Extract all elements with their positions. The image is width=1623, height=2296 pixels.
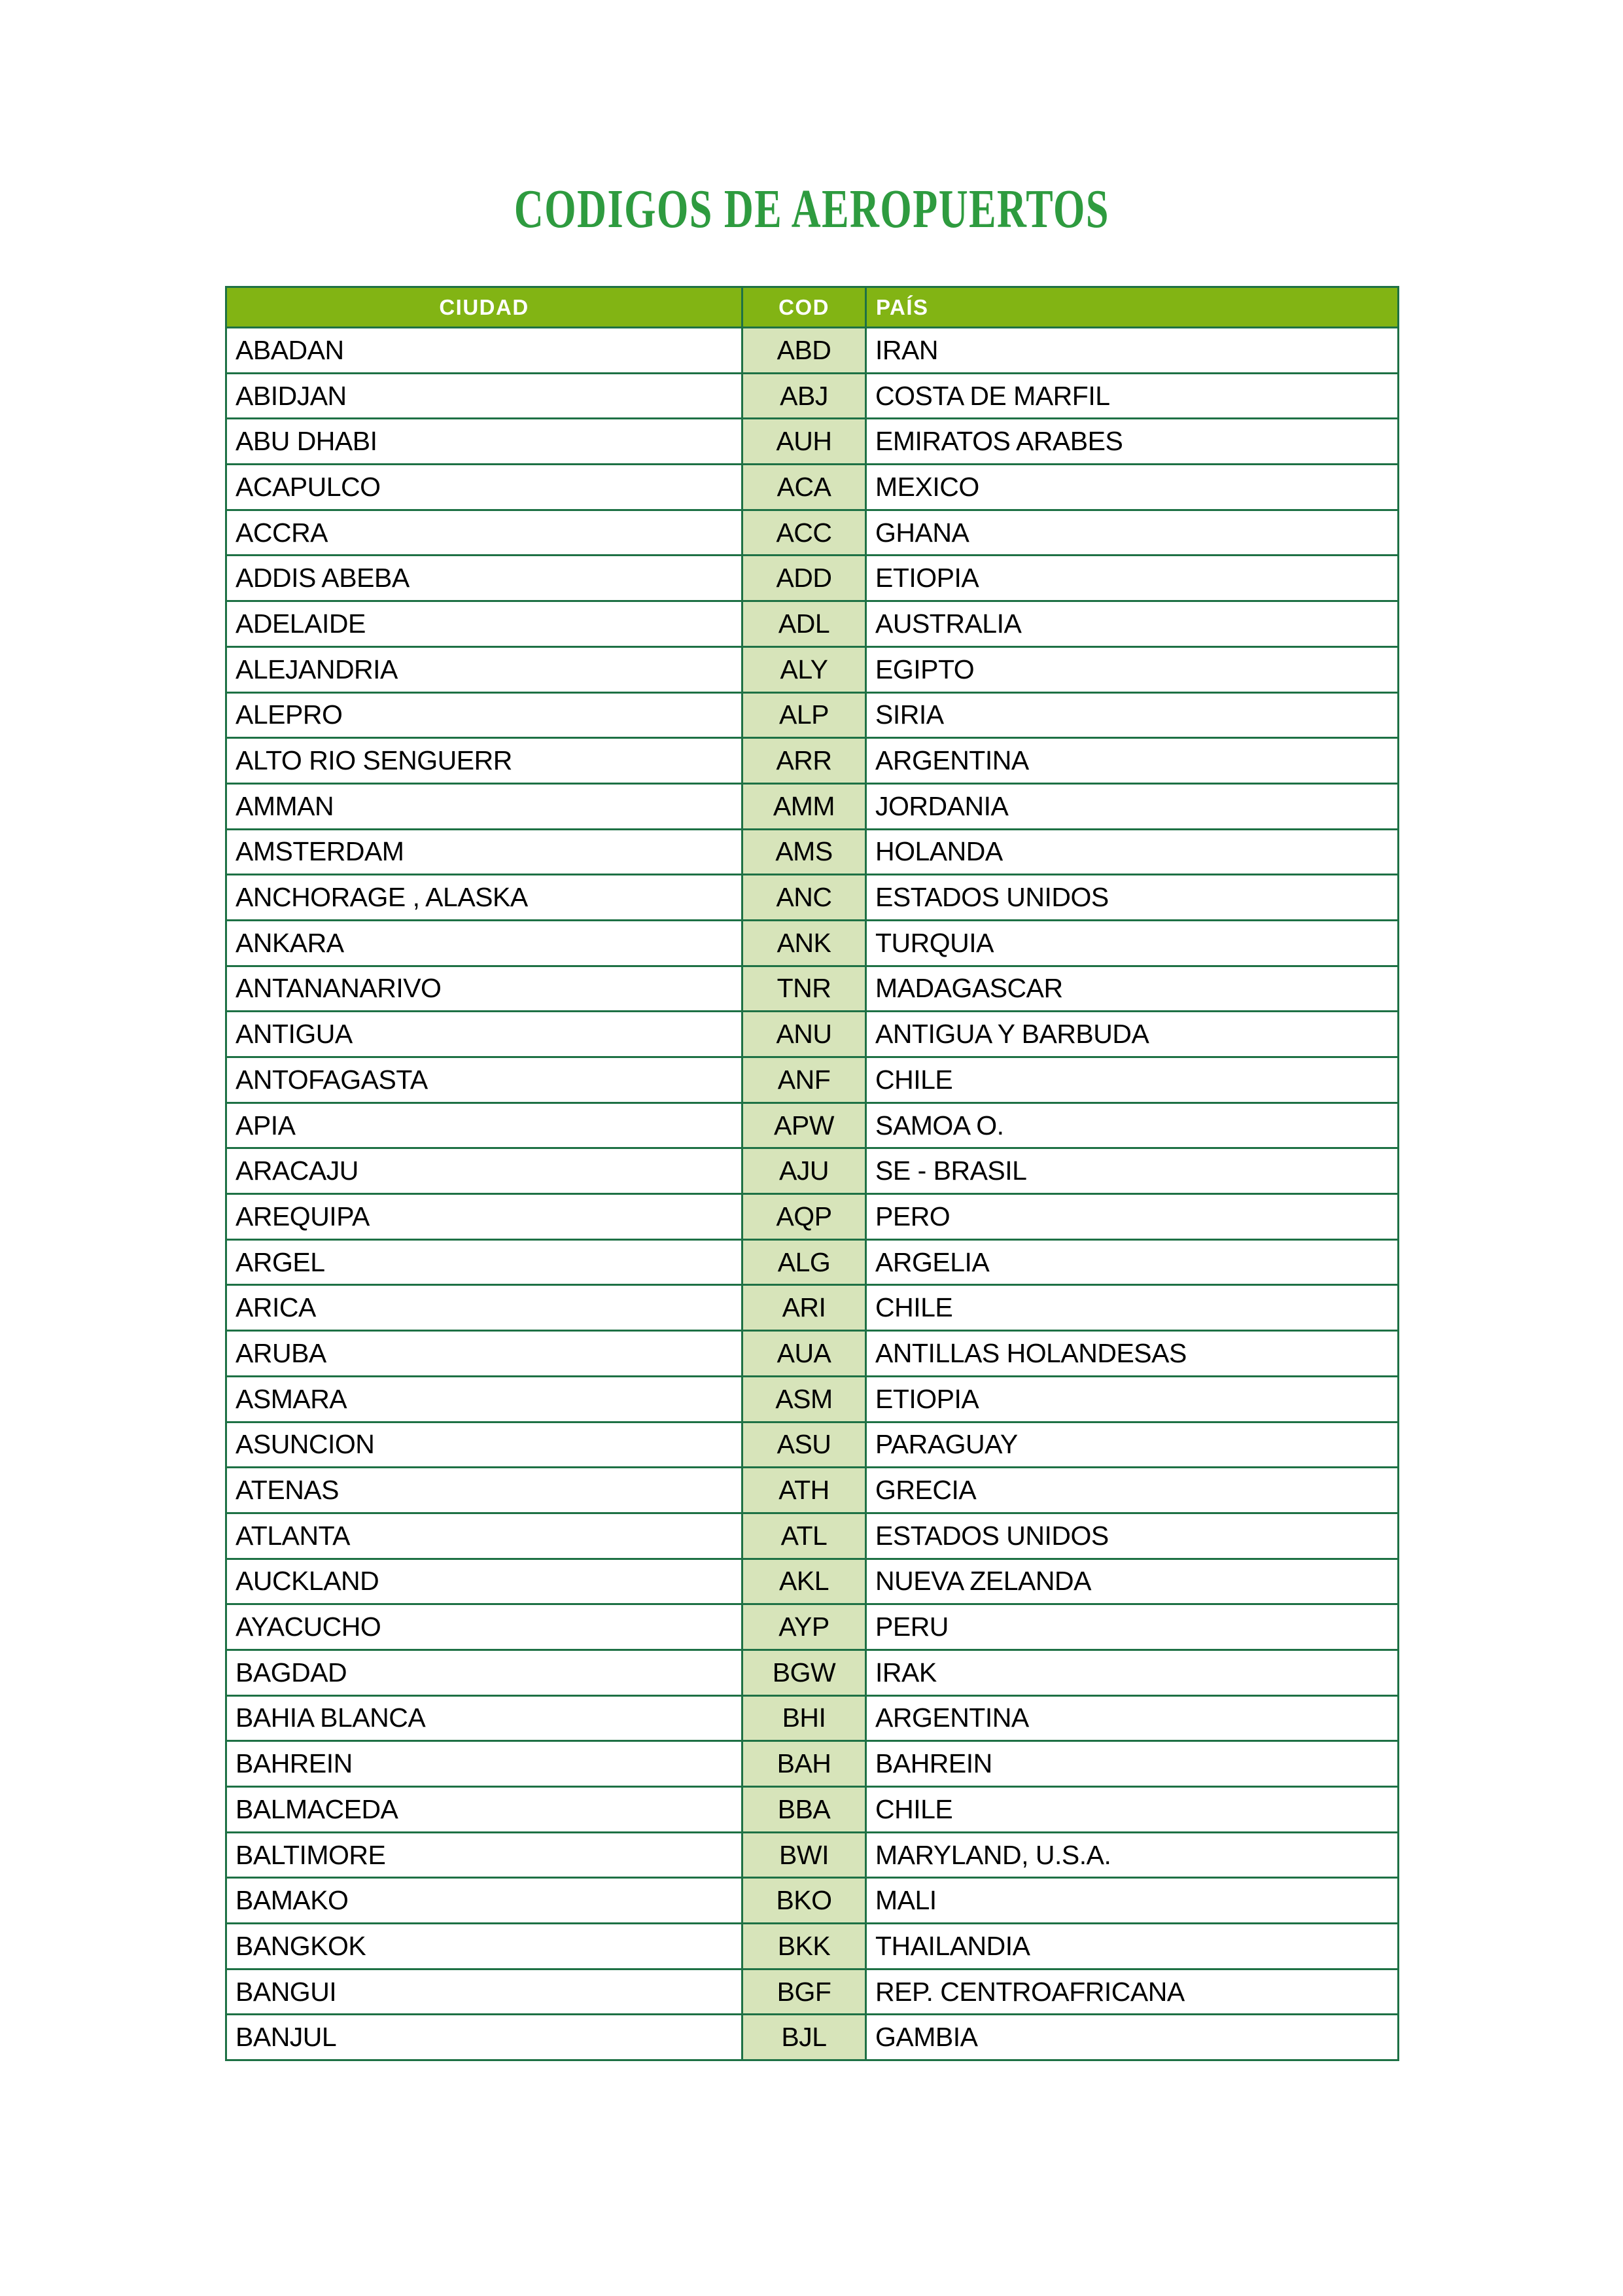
code-cell: ALP bbox=[742, 692, 866, 738]
code-cell: AYP bbox=[742, 1604, 866, 1650]
table-row bbox=[226, 373, 1399, 419]
country-cell: SAMOA O. bbox=[866, 1103, 1399, 1148]
code-cell: AKL bbox=[742, 1559, 866, 1604]
code-cell: AJU bbox=[742, 1148, 866, 1194]
city-cell: BANJUL bbox=[226, 2015, 742, 2060]
city-cell: BAMAKO bbox=[226, 1878, 742, 1924]
code-cell: BKK bbox=[742, 1924, 866, 1969]
city-cell: AREQUIPA bbox=[226, 1194, 742, 1240]
code-cell: ARR bbox=[742, 738, 866, 784]
table-row bbox=[226, 1832, 1399, 1878]
code-cell: AMS bbox=[742, 829, 866, 875]
table-row bbox=[226, 1468, 1399, 1513]
table-row bbox=[226, 1695, 1399, 1741]
code-cell: BBA bbox=[742, 1787, 866, 1833]
table-row bbox=[226, 465, 1399, 510]
table-row bbox=[226, 1878, 1399, 1924]
code-cell: ADD bbox=[742, 556, 866, 601]
city-cell: ANKARA bbox=[226, 920, 742, 966]
country-cell: ARGENTINA bbox=[866, 1695, 1399, 1741]
city-cell: ANTANANARIVO bbox=[226, 966, 742, 1012]
code-cell: ANU bbox=[742, 1012, 866, 1057]
city-cell: ACCRA bbox=[226, 510, 742, 556]
table-row bbox=[226, 1422, 1399, 1468]
table-row bbox=[226, 1331, 1399, 1377]
country-cell: CHILE bbox=[866, 1285, 1399, 1331]
table-row bbox=[226, 692, 1399, 738]
country-cell: BAHREIN bbox=[866, 1741, 1399, 1787]
code-cell: BJL bbox=[742, 2015, 866, 2060]
code-cell: BHI bbox=[742, 1695, 866, 1741]
country-cell: GRECIA bbox=[866, 1468, 1399, 1513]
table-row bbox=[226, 1924, 1399, 1969]
city-cell: ACAPULCO bbox=[226, 465, 742, 510]
table-row bbox=[226, 1376, 1399, 1422]
country-cell: ANTIGUA Y BARBUDA bbox=[866, 1012, 1399, 1057]
table-row bbox=[226, 1239, 1399, 1285]
code-cell: ANF bbox=[742, 1057, 866, 1103]
table-row bbox=[226, 875, 1399, 921]
code-cell: ALG bbox=[742, 1239, 866, 1285]
city-cell: ASUNCION bbox=[226, 1422, 742, 1468]
code-cell: ANK bbox=[742, 920, 866, 966]
city-cell: ATENAS bbox=[226, 1468, 742, 1513]
table-row bbox=[226, 1513, 1399, 1559]
table-row bbox=[226, 1604, 1399, 1650]
code-cell: ACA bbox=[742, 465, 866, 510]
city-cell: BALMACEDA bbox=[226, 1787, 742, 1833]
code-cell: ANC bbox=[742, 875, 866, 921]
table-header bbox=[226, 287, 1399, 328]
city-cell: AMSTERDAM bbox=[226, 829, 742, 875]
city-cell: ASMARA bbox=[226, 1376, 742, 1422]
table-row bbox=[226, 1969, 1399, 2015]
code-cell: AUH bbox=[742, 419, 866, 465]
city-cell: ABADAN bbox=[226, 328, 742, 374]
country-cell: AUSTRALIA bbox=[866, 601, 1399, 647]
code-cell: BWI bbox=[742, 1832, 866, 1878]
country-cell: ESTADOS UNIDOS bbox=[866, 1513, 1399, 1559]
code-cell: AQP bbox=[742, 1194, 866, 1240]
table-row bbox=[226, 1057, 1399, 1103]
country-cell: COSTA DE MARFIL bbox=[866, 373, 1399, 419]
city-cell: ADELAIDE bbox=[226, 601, 742, 647]
city-cell: ANTIGUA bbox=[226, 1012, 742, 1057]
country-cell: EGIPTO bbox=[866, 646, 1399, 692]
country-cell: IRAK bbox=[866, 1650, 1399, 1695]
country-cell: PERU bbox=[866, 1604, 1399, 1650]
table-row bbox=[226, 829, 1399, 875]
country-cell: TURQUIA bbox=[866, 920, 1399, 966]
city-cell: BAHIA BLANCA bbox=[226, 1695, 742, 1741]
city-cell: AMMAN bbox=[226, 783, 742, 829]
header-row bbox=[226, 287, 1399, 328]
country-cell: SIRIA bbox=[866, 692, 1399, 738]
table-row bbox=[226, 1285, 1399, 1331]
city-cell: AYACUCHO bbox=[226, 1604, 742, 1650]
table-row bbox=[226, 1012, 1399, 1057]
table-row bbox=[226, 783, 1399, 829]
table-row bbox=[226, 419, 1399, 465]
table-row bbox=[226, 1741, 1399, 1787]
country-cell: ANTILLAS HOLANDESAS bbox=[866, 1331, 1399, 1377]
code-cell: TNR bbox=[742, 966, 866, 1012]
table-row bbox=[226, 1650, 1399, 1695]
table-row bbox=[226, 1194, 1399, 1240]
city-cell: ALEJANDRIA bbox=[226, 646, 742, 692]
code-cell: BKO bbox=[742, 1878, 866, 1924]
table-body bbox=[226, 328, 1399, 2060]
page-title bbox=[0, 179, 1623, 239]
country-cell: ESTADOS UNIDOS bbox=[866, 875, 1399, 921]
code-cell: BAH bbox=[742, 1741, 866, 1787]
country-cell: MALI bbox=[866, 1878, 1399, 1924]
code-cell: ATH bbox=[742, 1468, 866, 1513]
code-cell: APW bbox=[742, 1103, 866, 1148]
code-cell: ADL bbox=[742, 601, 866, 647]
page-title-text: CODIGOS DE AEROPUERTOS bbox=[514, 179, 1109, 239]
city-cell: ALTO RIO SENGUERR bbox=[226, 738, 742, 784]
city-cell: ABU DHABI bbox=[226, 419, 742, 465]
code-cell: ASM bbox=[742, 1376, 866, 1422]
country-cell: MADAGASCAR bbox=[866, 966, 1399, 1012]
city-cell: ATLANTA bbox=[226, 1513, 742, 1559]
city-cell: ABIDJAN bbox=[226, 373, 742, 419]
code-cell: AUA bbox=[742, 1331, 866, 1377]
country-cell: THAILANDIA bbox=[866, 1924, 1399, 1969]
city-cell: ANCHORAGE , ALASKA bbox=[226, 875, 742, 921]
airport-codes-table bbox=[225, 286, 1399, 2061]
city-cell: ARACAJU bbox=[226, 1148, 742, 1194]
code-cell: ATL bbox=[742, 1513, 866, 1559]
code-cell: AMM bbox=[742, 783, 866, 829]
table-row bbox=[226, 1559, 1399, 1604]
column-header-pais: PAÍS bbox=[866, 287, 1399, 328]
country-cell: NUEVA ZELANDA bbox=[866, 1559, 1399, 1604]
country-cell: HOLANDA bbox=[866, 829, 1399, 875]
country-cell: JORDANIA bbox=[866, 783, 1399, 829]
country-cell: REP. CENTROAFRICANA bbox=[866, 1969, 1399, 2015]
city-cell: ALEPRO bbox=[226, 692, 742, 738]
city-cell: BAHREIN bbox=[226, 1741, 742, 1787]
table-row bbox=[226, 738, 1399, 784]
table-row bbox=[226, 1148, 1399, 1194]
table-row bbox=[226, 601, 1399, 647]
table-row bbox=[226, 2015, 1399, 2060]
table-row bbox=[226, 328, 1399, 374]
table-row bbox=[226, 556, 1399, 601]
city-cell: BALTIMORE bbox=[226, 1832, 742, 1878]
code-cell: ALY bbox=[742, 646, 866, 692]
city-cell: ARGEL bbox=[226, 1239, 742, 1285]
city-cell: ADDIS ABEBA bbox=[226, 556, 742, 601]
country-cell: PERO bbox=[866, 1194, 1399, 1240]
code-cell: ABJ bbox=[742, 373, 866, 419]
city-cell: APIA bbox=[226, 1103, 742, 1148]
country-cell: ETIOPIA bbox=[866, 556, 1399, 601]
country-cell: MEXICO bbox=[866, 465, 1399, 510]
country-cell: ETIOPIA bbox=[866, 1376, 1399, 1422]
country-cell: ARGELIA bbox=[866, 1239, 1399, 1285]
code-cell: BGW bbox=[742, 1650, 866, 1695]
city-cell: ARUBA bbox=[226, 1331, 742, 1377]
city-cell: AUCKLAND bbox=[226, 1559, 742, 1604]
column-header-cod: COD bbox=[742, 287, 866, 328]
code-cell: ASU bbox=[742, 1422, 866, 1468]
code-cell: BGF bbox=[742, 1969, 866, 2015]
country-cell: MARYLAND, U.S.A. bbox=[866, 1832, 1399, 1878]
table-row bbox=[226, 510, 1399, 556]
city-cell: BANGKOK bbox=[226, 1924, 742, 1969]
city-cell: ANTOFAGASTA bbox=[226, 1057, 742, 1103]
column-header-ciudad: CIUDAD bbox=[226, 287, 742, 328]
code-cell: ABD bbox=[742, 328, 866, 374]
table-row bbox=[226, 1787, 1399, 1833]
country-cell: PARAGUAY bbox=[866, 1422, 1399, 1468]
city-cell: BAGDAD bbox=[226, 1650, 742, 1695]
country-cell: GHANA bbox=[866, 510, 1399, 556]
table-row bbox=[226, 966, 1399, 1012]
table-row bbox=[226, 920, 1399, 966]
country-cell: SE - BRASIL bbox=[866, 1148, 1399, 1194]
table-row bbox=[226, 646, 1399, 692]
country-cell: GAMBIA bbox=[866, 2015, 1399, 2060]
country-cell: EMIRATOS ARABES bbox=[866, 419, 1399, 465]
code-cell: ARI bbox=[742, 1285, 866, 1331]
country-cell: CHILE bbox=[866, 1057, 1399, 1103]
city-cell: ARICA bbox=[226, 1285, 742, 1331]
country-cell: IRAN bbox=[866, 328, 1399, 374]
country-cell: ARGENTINA bbox=[866, 738, 1399, 784]
code-cell: ACC bbox=[742, 510, 866, 556]
city-cell: BANGUI bbox=[226, 1969, 742, 2015]
country-cell: CHILE bbox=[866, 1787, 1399, 1833]
table-row bbox=[226, 1103, 1399, 1148]
